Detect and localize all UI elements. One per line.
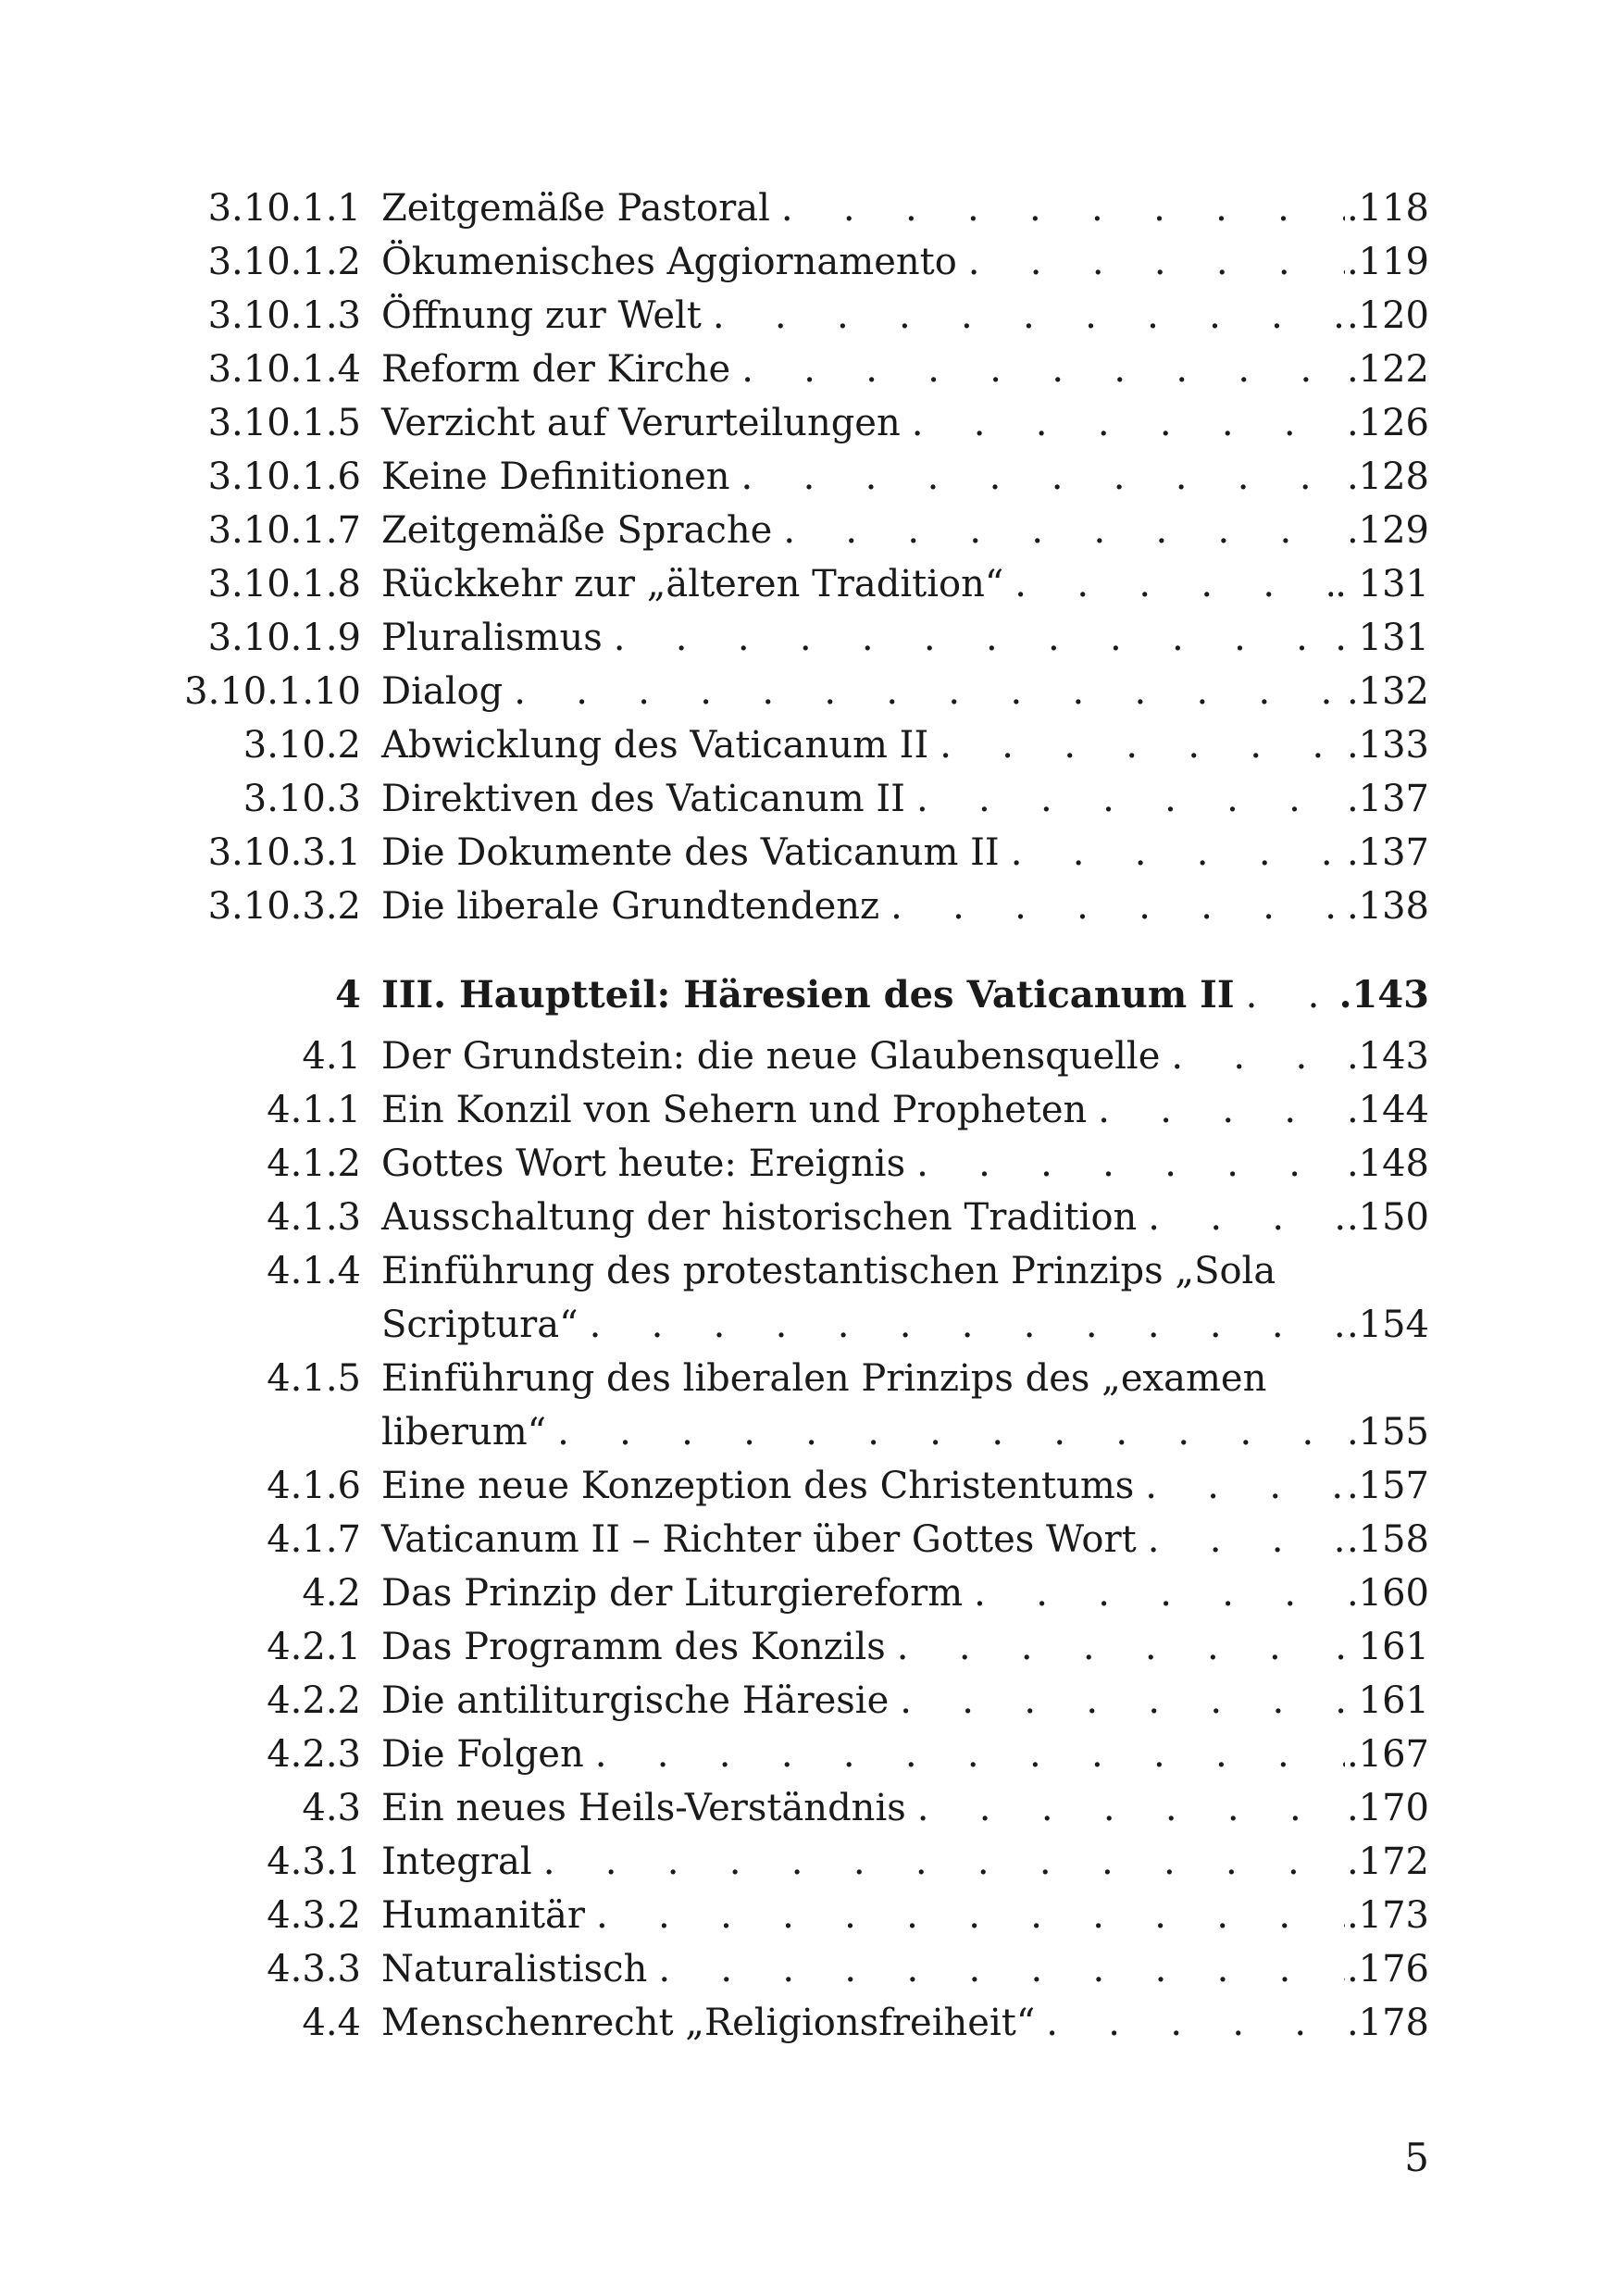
toc-entry-title-last-line bbox=[381, 1835, 1429, 1889]
toc-entry-number: 3.10.2 bbox=[243, 724, 361, 767]
toc-entry-title-last-line bbox=[381, 1728, 1429, 1781]
toc-entry-title bbox=[381, 557, 1429, 611]
toc-entry-page: .158 bbox=[1346, 1518, 1429, 1561]
toc-entry bbox=[0, 1083, 1618, 1137]
toc-entry-title-text: Ein neues Heils-Verständnis bbox=[381, 1787, 906, 1829]
toc-entry-number: 3.10.1.6 bbox=[207, 455, 361, 498]
toc-entry-number: 4.1.6 bbox=[267, 1465, 361, 1507]
toc-entry-title bbox=[381, 880, 1429, 933]
toc-entry-page: .167 bbox=[1346, 1733, 1429, 1776]
toc-entry-title-line: Einführung des liberalen Prinzips des „examen bbox=[381, 1357, 1267, 1400]
toc-entry-title bbox=[381, 504, 1429, 557]
toc-entry-title-last-line bbox=[381, 1781, 1429, 1835]
toc-entry bbox=[0, 826, 1618, 880]
dot-leader bbox=[957, 235, 1345, 289]
toc-entry-page: .118 bbox=[1346, 187, 1429, 230]
toc-entry-title-text: Ein Konzil von Sehern und Propheten bbox=[381, 1089, 1088, 1131]
toc-entry-number: 4.1.4 bbox=[267, 1250, 361, 1292]
toc-entry-title-text: Ausschaltung der historischen Tradition bbox=[381, 1196, 1138, 1239]
dot-leader bbox=[879, 880, 1345, 933]
toc-entry-page: .129 bbox=[1346, 509, 1429, 552]
toc-entry-title-last-line bbox=[381, 1083, 1429, 1137]
toc-entry-page: . 161 bbox=[1335, 1626, 1429, 1668]
toc-entry-number: 3.10.1.1 bbox=[207, 187, 361, 230]
dot-leader bbox=[1035, 1996, 1345, 2050]
toc-entry-number: 3.10.1.3 bbox=[207, 294, 361, 337]
toc-entry-title-text: III. Hauptteil: Häresien des Vaticanum II bbox=[381, 973, 1235, 1017]
toc-entry bbox=[0, 504, 1618, 557]
toc-entry-title-text: Menschenrecht „Religionsfreiheit“ bbox=[381, 2002, 1036, 2044]
toc-entry-title-last-line bbox=[381, 450, 1429, 504]
toc-entry-title bbox=[381, 1137, 1429, 1191]
toc-entry-number: 4.3.1 bbox=[267, 1841, 361, 1883]
toc-entry bbox=[0, 343, 1618, 396]
toc-entry-title-text: Vaticanum II – Richter über Gottes Wort bbox=[381, 1518, 1137, 1561]
toc-entry-page: .126 bbox=[1346, 402, 1429, 444]
toc-entry-number: 3.10.1.4 bbox=[207, 348, 361, 391]
toc-entry bbox=[0, 289, 1618, 343]
toc-entry bbox=[0, 1566, 1618, 1620]
toc-entry-page: .143 bbox=[1338, 973, 1429, 1017]
toc-entry-title-text: Dialog bbox=[381, 670, 504, 713]
toc-entry bbox=[0, 1996, 1618, 2050]
toc-entry-title-text: Verzicht auf Verurteilungen bbox=[381, 402, 901, 444]
toc-entry-title-last-line bbox=[381, 1889, 1429, 1942]
toc-entry-title bbox=[381, 1620, 1429, 1674]
toc-entry bbox=[0, 880, 1618, 933]
toc-entry-title-last-line bbox=[381, 1405, 1429, 1459]
toc-entry-number: 4.3 bbox=[302, 1787, 361, 1829]
toc-entry-title bbox=[381, 1459, 1429, 1513]
toc-entry-page: .157 bbox=[1346, 1465, 1429, 1507]
toc-entry-page: .176 bbox=[1346, 1948, 1429, 1990]
toc-entry-page: . 161 bbox=[1335, 1679, 1429, 1722]
toc-entry-number: 4.1.5 bbox=[267, 1357, 361, 1400]
dot-leader bbox=[889, 1674, 1333, 1728]
toc-entry-title-last-line bbox=[381, 1298, 1429, 1352]
dot-leader bbox=[579, 1298, 1345, 1352]
toc-entry-number: 4.1 bbox=[302, 1035, 361, 1078]
dot-leader bbox=[1235, 968, 1338, 1022]
toc-entry-title-text: Abwicklung des Vaticanum II bbox=[381, 724, 929, 767]
toc-entry-title-text: Rückkehr zur „älteren Tradition“ bbox=[381, 563, 1004, 605]
toc-entry-title bbox=[381, 396, 1429, 450]
toc-entry-number: 4.3.2 bbox=[267, 1894, 361, 1937]
toc-entry-title bbox=[381, 968, 1429, 1022]
toc-entry-title-last-line bbox=[381, 1459, 1429, 1513]
toc-entry-title bbox=[381, 1352, 1429, 1459]
toc-entry-title bbox=[381, 235, 1429, 289]
toc-entry-title-last-line bbox=[381, 1566, 1429, 1620]
toc-entry-number: 4.3.3 bbox=[267, 1948, 361, 1990]
toc-entry-number: 3.10.1.5 bbox=[207, 402, 361, 444]
toc-entry-number: 4 bbox=[335, 973, 361, 1017]
toc-entry-number: 4.2.3 bbox=[267, 1733, 361, 1776]
dot-leader bbox=[905, 772, 1345, 826]
toc-entry bbox=[0, 665, 1618, 718]
toc-entry-title bbox=[381, 1996, 1429, 2050]
dot-leader bbox=[730, 450, 1345, 504]
toc-entry-title-last-line bbox=[381, 772, 1429, 826]
toc-entry-title bbox=[381, 450, 1429, 504]
toc-entry bbox=[0, 235, 1618, 289]
table-of-contents bbox=[0, 181, 1618, 2050]
toc-entry-number: 3.10.1.7 bbox=[207, 509, 361, 552]
dot-leader bbox=[503, 665, 1345, 718]
toc-entry-title-last-line bbox=[381, 181, 1429, 235]
dot-leader bbox=[1003, 557, 1333, 611]
toc-entry-title-text: Eine neue Konzeption des Christentums bbox=[381, 1465, 1135, 1507]
toc-entry bbox=[0, 1781, 1618, 1835]
dot-leader bbox=[1160, 1029, 1345, 1083]
toc-entry-page: .120 bbox=[1346, 294, 1429, 337]
toc-entry bbox=[0, 1191, 1618, 1244]
toc-entry-page: .144 bbox=[1346, 1089, 1429, 1131]
dot-leader bbox=[1087, 1083, 1345, 1137]
toc-entry-page: .148 bbox=[1346, 1142, 1429, 1185]
toc-entry-number: 3.10.3.1 bbox=[207, 831, 361, 874]
toc-entry-title bbox=[381, 1191, 1429, 1244]
toc-entry-title-last-line bbox=[381, 1620, 1429, 1674]
toc-entry bbox=[0, 1889, 1618, 1942]
dot-leader bbox=[963, 1566, 1345, 1620]
toc-entry-title-last-line bbox=[381, 1942, 1429, 1996]
toc-entry-title-last-line bbox=[381, 289, 1429, 343]
toc-entry-number: 4.2 bbox=[302, 1572, 361, 1615]
toc-entry-number: 4.1.2 bbox=[267, 1142, 361, 1185]
dot-leader bbox=[647, 1942, 1345, 1996]
toc-entry-title-text: Das Prinzip der Liturgiereform bbox=[381, 1572, 964, 1615]
toc-entry-title bbox=[381, 1889, 1429, 1942]
toc-entry-title-text: Der Grundstein: die neue Glaubensquelle bbox=[381, 1035, 1161, 1078]
toc-entry bbox=[0, 557, 1618, 611]
toc-part-heading bbox=[0, 968, 1618, 1022]
toc-entry-title-text: Direktiven des Vaticanum II bbox=[381, 778, 905, 820]
dot-leader bbox=[770, 181, 1345, 235]
toc-entry bbox=[0, 450, 1618, 504]
toc-entry-title-last-line bbox=[381, 611, 1429, 665]
toc-entry-title-last-line bbox=[381, 1029, 1429, 1083]
toc-entry-title-last-line bbox=[381, 1137, 1429, 1191]
toc-entry-page: .172 bbox=[1346, 1841, 1429, 1883]
toc-entry-number: 4.1.1 bbox=[267, 1089, 361, 1131]
toc-entry-title-line: Einführung des protestantischen Prinzips „Sola bbox=[381, 1250, 1276, 1292]
toc-entry-title-text: Scriptura“ bbox=[381, 1304, 579, 1346]
toc-entry-title bbox=[381, 181, 1429, 235]
toc-entry bbox=[0, 1620, 1618, 1674]
toc-entry-number: 4.1.3 bbox=[267, 1196, 361, 1239]
toc-entry bbox=[0, 1942, 1618, 1996]
toc-entry bbox=[0, 1244, 1618, 1352]
dot-leader bbox=[928, 718, 1345, 772]
toc-entry-title-last-line bbox=[381, 968, 1429, 1022]
toc-entry-number: 4.2.2 bbox=[267, 1679, 361, 1722]
page-number: 5 bbox=[1404, 2135, 1429, 2180]
toc-entry-title bbox=[381, 1942, 1429, 1996]
toc-entry-title-last-line bbox=[381, 343, 1429, 396]
toc-entry bbox=[0, 1513, 1618, 1566]
toc-entry-title-text: Integral bbox=[381, 1841, 532, 1883]
toc-entry bbox=[0, 1835, 1618, 1889]
toc-entry-title bbox=[381, 611, 1429, 665]
toc-entry bbox=[0, 1459, 1618, 1513]
toc-entry-number: 3.10.1.2 bbox=[207, 241, 361, 283]
dot-leader bbox=[905, 1137, 1345, 1191]
toc-entry-title-text: Ökumenisches Aggiornamento bbox=[381, 241, 957, 283]
toc-entry-page: .119 bbox=[1346, 241, 1429, 283]
toc-entry bbox=[0, 181, 1618, 235]
toc-entry-page: .143 bbox=[1346, 1035, 1429, 1078]
dot-leader bbox=[702, 289, 1345, 343]
toc-entry bbox=[0, 396, 1618, 450]
toc-entry bbox=[0, 772, 1618, 826]
toc-entry-title-text: Humanitär bbox=[381, 1894, 586, 1937]
toc-entry-title-text: Zeitgemäße Sprache bbox=[381, 509, 773, 552]
toc-entry-title-last-line bbox=[381, 1513, 1429, 1566]
toc-entry-number: 3.10.3.2 bbox=[207, 885, 361, 928]
dot-leader bbox=[585, 1889, 1345, 1942]
dot-leader bbox=[546, 1405, 1345, 1459]
toc-entry-number: 3.10.1.10 bbox=[184, 670, 361, 713]
toc-entry-page: .128 bbox=[1346, 455, 1429, 498]
dot-leader bbox=[603, 611, 1333, 665]
toc-entry-title-last-line bbox=[381, 235, 1429, 289]
dot-leader bbox=[532, 1835, 1345, 1889]
toc-entry-page: .133 bbox=[1346, 724, 1429, 767]
toc-entry-page: .154 bbox=[1346, 1304, 1429, 1346]
dot-leader bbox=[906, 1781, 1345, 1835]
toc-entry-title-last-line bbox=[381, 1191, 1429, 1244]
toc-entry-title-last-line bbox=[381, 396, 1429, 450]
dot-leader bbox=[772, 504, 1345, 557]
toc-entry-title-text: Die Folgen bbox=[381, 1733, 584, 1776]
toc-entry-title-text: Öffnung zur Welt bbox=[381, 294, 702, 337]
toc-entry-title bbox=[381, 772, 1429, 826]
toc-entry-page: . 131 bbox=[1335, 617, 1429, 659]
toc-entry-page: .155 bbox=[1346, 1411, 1429, 1454]
toc-entry-title-text: Pluralismus bbox=[381, 617, 603, 659]
toc-entry-title bbox=[381, 343, 1429, 396]
toc-entry-title bbox=[381, 1029, 1429, 1083]
toc-entry bbox=[0, 1352, 1618, 1459]
toc-entry-title-last-line bbox=[381, 504, 1429, 557]
toc-entry-number: 3.10.1.8 bbox=[207, 563, 361, 605]
dot-leader bbox=[1134, 1459, 1345, 1513]
toc-entry-page: .137 bbox=[1346, 831, 1429, 874]
dot-leader bbox=[1137, 1191, 1345, 1244]
toc-entry-title bbox=[381, 665, 1429, 718]
toc-entry-title-text: Reform der Kirche bbox=[381, 348, 731, 391]
toc-entry bbox=[0, 611, 1618, 665]
dot-leader bbox=[886, 1620, 1333, 1674]
toc-entry bbox=[0, 718, 1618, 772]
toc-entry-title-text: Zeitgemäße Pastoral bbox=[381, 187, 770, 230]
toc-entry-title bbox=[381, 1566, 1429, 1620]
toc-entry-title-last-line bbox=[381, 1674, 1429, 1728]
toc-entry-title-last-line bbox=[381, 880, 1429, 933]
toc-entry-number: 4.2.1 bbox=[267, 1626, 361, 1668]
toc-entry-title-text: Die Dokumente des Vaticanum II bbox=[381, 831, 1000, 874]
toc-entry-title-text: Gottes Wort heute: Ereignis bbox=[381, 1142, 906, 1185]
toc-entry-page: .137 bbox=[1346, 778, 1429, 820]
toc-entry-title bbox=[381, 1083, 1429, 1137]
toc-entry-title-text: Keine Definitionen bbox=[381, 455, 730, 498]
toc-entry-title bbox=[381, 718, 1429, 772]
toc-entry bbox=[0, 1029, 1618, 1083]
toc-entry-title-text: Naturalistisch bbox=[381, 1948, 648, 1990]
toc-entry-title-last-line bbox=[381, 665, 1429, 718]
toc-entry bbox=[0, 1674, 1618, 1728]
toc-entry-title-last-line bbox=[381, 826, 1429, 880]
dot-leader bbox=[730, 343, 1345, 396]
toc-entry-title-text: liberum“ bbox=[381, 1411, 547, 1454]
toc-entry-number: 3.10.1.9 bbox=[207, 617, 361, 659]
toc-entry-title bbox=[381, 1674, 1429, 1728]
toc-entry-title-last-line bbox=[381, 718, 1429, 772]
dot-leader bbox=[1137, 1513, 1345, 1566]
toc-entry-page: .173 bbox=[1346, 1894, 1429, 1937]
dot-leader bbox=[584, 1728, 1345, 1781]
toc-entry-page: . 131 bbox=[1335, 563, 1429, 605]
toc-entry-title bbox=[381, 1513, 1429, 1566]
toc-entry-number: 3.10.3 bbox=[243, 778, 361, 820]
toc-entry-title bbox=[381, 1781, 1429, 1835]
toc-entry-page: .122 bbox=[1346, 348, 1429, 391]
toc-entry-page: .138 bbox=[1346, 885, 1429, 928]
toc-entry-title-text: Die liberale Grundtendenz bbox=[381, 885, 880, 928]
toc-entry-page: .160 bbox=[1346, 1572, 1429, 1615]
toc-entry-page: .178 bbox=[1346, 2002, 1429, 2044]
toc-entry-title bbox=[381, 1244, 1429, 1352]
toc-entry-title bbox=[381, 1728, 1429, 1781]
toc-entry-title-text: Die antiliturgische Häresie bbox=[381, 1679, 890, 1722]
toc-entry bbox=[0, 1728, 1618, 1781]
toc-entry bbox=[0, 1137, 1618, 1191]
toc-entry-page: .132 bbox=[1346, 670, 1429, 713]
toc-entry-title-text: Das Programm des Konzils bbox=[381, 1626, 886, 1668]
toc-entry-number: 4.4 bbox=[302, 2002, 361, 2044]
toc-entry-title-last-line bbox=[381, 557, 1429, 611]
dot-leader bbox=[1000, 826, 1345, 880]
toc-entry-page: .150 bbox=[1346, 1196, 1429, 1239]
toc-entry-title bbox=[381, 289, 1429, 343]
toc-entry-page: .170 bbox=[1346, 1787, 1429, 1829]
toc-entry-title-last-line bbox=[381, 1996, 1429, 2050]
toc-entry-title bbox=[381, 826, 1429, 880]
toc-entry-title bbox=[381, 1835, 1429, 1889]
toc-entry-number: 4.1.7 bbox=[267, 1518, 361, 1561]
dot-leader bbox=[901, 396, 1345, 450]
